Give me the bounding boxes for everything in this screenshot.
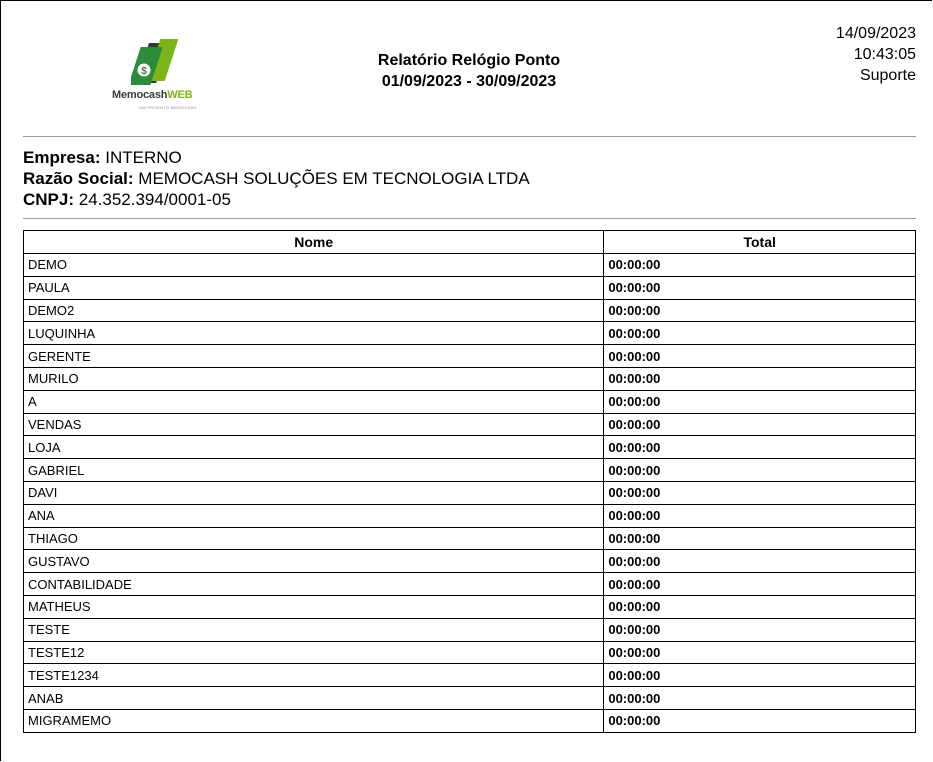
- total-hours-cell: 00:00:00: [604, 573, 916, 596]
- table-row: [24, 345, 916, 368]
- employee-name-cell: VENDAS: [24, 413, 604, 436]
- table-row: [24, 459, 916, 482]
- empresa-label: Empresa:: [23, 148, 101, 167]
- employee-name-cell: MURILO: [24, 367, 604, 390]
- table-row: [24, 641, 916, 664]
- report-time: 10:43:05: [853, 46, 916, 63]
- svg-text:$: $: [141, 66, 147, 77]
- employee-name-cell: GUSTAVO: [24, 550, 604, 573]
- table-row: [24, 299, 916, 322]
- time-report-table: [23, 230, 916, 733]
- report-user: Suporte: [859, 67, 916, 84]
- report-meta: [836, 23, 916, 86]
- employee-name-cell: ANA: [24, 504, 604, 527]
- table-row: [24, 481, 916, 504]
- table-row: [24, 390, 916, 413]
- table-row: [24, 413, 916, 436]
- company-razao: [23, 168, 530, 189]
- table-row: [24, 527, 916, 550]
- total-hours-cell: 00:00:00: [604, 299, 916, 322]
- report-date: 14/09/2023: [835, 25, 916, 42]
- employee-name-cell: DAVI: [24, 481, 604, 504]
- total-hours-cell: 00:00:00: [604, 550, 916, 573]
- employee-name-cell: THIAGO: [24, 527, 604, 550]
- employee-name-cell: TESTE12: [24, 641, 604, 664]
- total-hours-cell: 00:00:00: [604, 641, 916, 664]
- table-row: [24, 687, 916, 710]
- empresa-value: INTERNO: [105, 148, 182, 167]
- employee-name-cell: PAULA: [24, 276, 604, 299]
- report-period: 01/09/2023 - 30/09/2023: [381, 73, 557, 90]
- company-divider: [23, 218, 916, 219]
- table-row: [24, 254, 916, 277]
- employee-name-cell: LUQUINHA: [24, 322, 604, 345]
- razao-value: MEMOCASH SOLUÇÕES EM TECNOLOGIA LTDA: [138, 169, 530, 188]
- employee-name-cell: GERENTE: [24, 345, 604, 368]
- table-row: [24, 367, 916, 390]
- report-title-block: [1, 50, 933, 92]
- table-header-row: [24, 231, 916, 254]
- employee-name-cell: DEMO2: [24, 299, 604, 322]
- company-cnpj: [23, 189, 530, 210]
- report-header: [1, 1, 933, 131]
- table-row: [24, 709, 916, 732]
- employee-name-cell: A: [24, 390, 604, 413]
- employee-name-cell: LOJA: [24, 436, 604, 459]
- total-hours-cell: 00:00:00: [604, 413, 916, 436]
- column-header-nome: Nome: [24, 231, 604, 254]
- cnpj-value: 24.352.394/0001-05: [78, 190, 231, 209]
- employee-name-cell: DEMO: [24, 254, 604, 277]
- total-hours-cell: 00:00:00: [604, 527, 916, 550]
- employee-name-cell: MATHEUS: [24, 595, 604, 618]
- header-divider: [23, 136, 916, 137]
- table-row: [24, 595, 916, 618]
- total-hours-cell: 00:00:00: [604, 322, 916, 345]
- report-title: Relatório Relógio Ponto: [377, 52, 561, 69]
- total-hours-cell: 00:00:00: [604, 345, 916, 368]
- total-hours-cell: 00:00:00: [604, 504, 916, 527]
- total-hours-cell: 00:00:00: [604, 481, 916, 504]
- total-hours-cell: 00:00:00: [604, 436, 916, 459]
- table-row: [24, 550, 916, 573]
- table-row: [24, 504, 916, 527]
- logo-brand: Memocash: [112, 89, 168, 101]
- employee-name-cell: CONTABILIDADE: [24, 573, 604, 596]
- company-info: [23, 147, 530, 210]
- table-row: [24, 618, 916, 641]
- total-hours-cell: 00:00:00: [604, 459, 916, 482]
- total-hours-cell: 00:00:00: [604, 687, 916, 710]
- razao-label: Razão Social:: [23, 169, 134, 188]
- employee-name-cell: ANAB: [24, 687, 604, 710]
- table-body: [24, 254, 916, 733]
- total-hours-cell: 00:00:00: [604, 367, 916, 390]
- total-hours-cell: 00:00:00: [604, 618, 916, 641]
- table-row: [24, 573, 916, 596]
- cnpj-label: CNPJ:: [23, 190, 75, 209]
- column-header-total: Total: [604, 231, 916, 254]
- table-row: [24, 322, 916, 345]
- logo-brand-suffix: WEB: [167, 89, 193, 101]
- total-hours-cell: 00:00:00: [604, 664, 916, 687]
- table-row: [24, 436, 916, 459]
- employee-name-cell: TESTE: [24, 618, 604, 641]
- employee-name-cell: MIGRAMEMO: [24, 709, 604, 732]
- total-hours-cell: 00:00:00: [604, 595, 916, 618]
- employee-name-cell: GABRIEL: [24, 459, 604, 482]
- total-hours-cell: 00:00:00: [604, 276, 916, 299]
- logo-tagline: UM PRODUTO MEMOCASH: [139, 105, 197, 110]
- company-empresa: [23, 147, 530, 168]
- table-row: [24, 276, 916, 299]
- total-hours-cell: 00:00:00: [604, 390, 916, 413]
- total-hours-cell: 00:00:00: [604, 709, 916, 732]
- employee-name-cell: TESTE1234: [24, 664, 604, 687]
- total-hours-cell: 00:00:00: [604, 254, 916, 277]
- table-row: [24, 664, 916, 687]
